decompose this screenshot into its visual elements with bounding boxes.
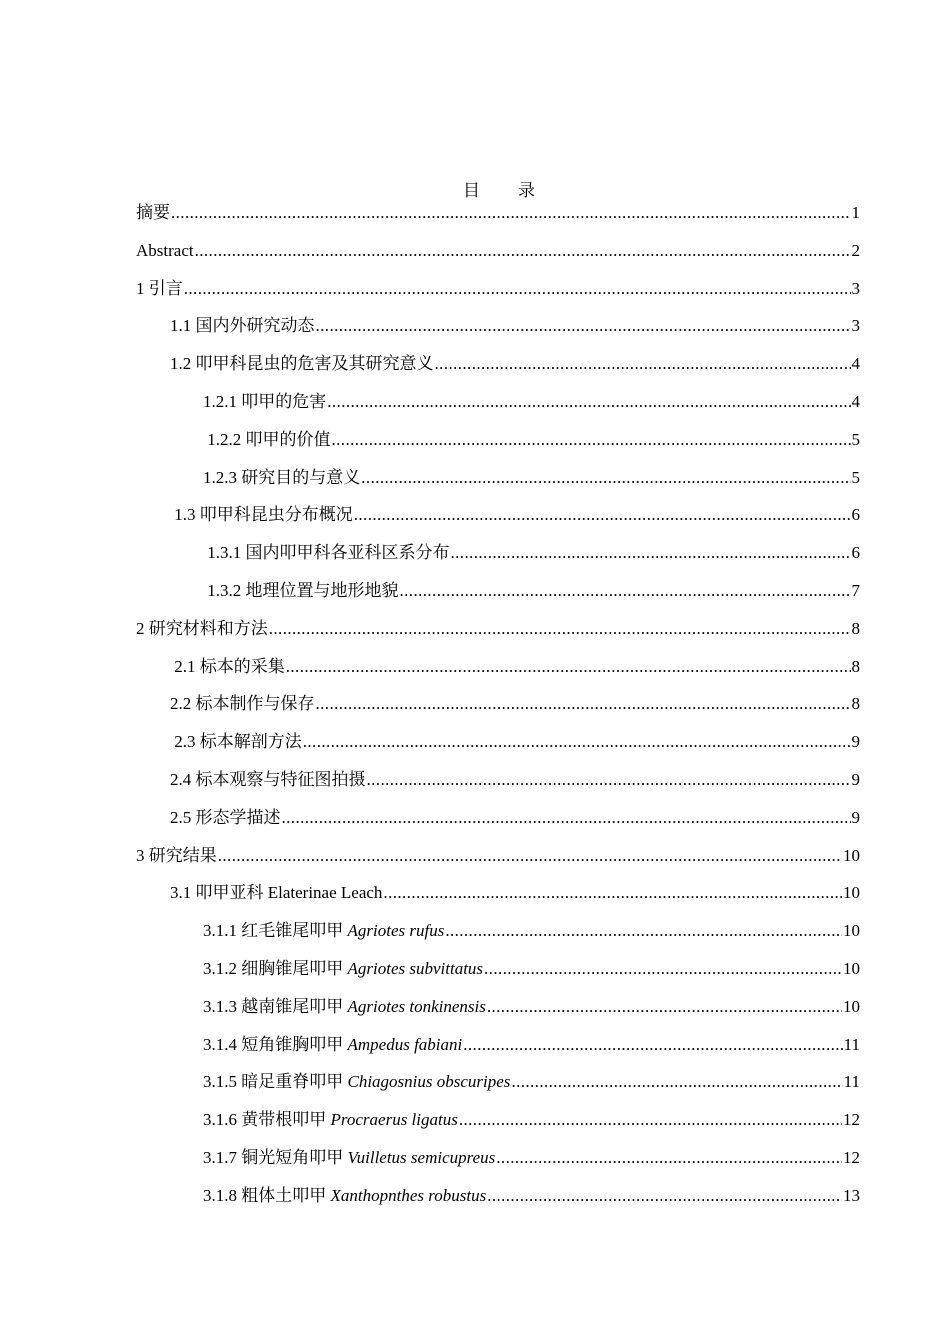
- toc-entry-label: [203, 1145, 495, 1171]
- toc-entry[interactable]: [136, 805, 860, 843]
- toc-dot-leader: [316, 691, 851, 717]
- toc-entry-label: [203, 1107, 458, 1133]
- toc-entry-text: 2.4 标本观察与特征图拍摄: [170, 769, 366, 789]
- toc-title: [0, 176, 950, 201]
- toc-entry-text: 3.1 叩甲亚科 Elaterinae Leach: [170, 883, 383, 903]
- toc-entry-label: [203, 465, 360, 491]
- toc-entry-text: 1.2.2 叩甲的价值: [203, 429, 331, 449]
- toc-entry-page-number: 6: [851, 505, 860, 525]
- toc-entry-label: [170, 654, 285, 680]
- toc-entry[interactable]: [136, 238, 860, 276]
- toc-entry[interactable]: [136, 351, 860, 389]
- toc-dot-leader: [303, 729, 851, 755]
- toc-entry-text: 1 引言: [136, 278, 183, 298]
- toc-entry[interactable]: [136, 994, 860, 1032]
- toc-entry-label: [203, 956, 483, 982]
- toc-entry-page-number: 9: [851, 732, 860, 752]
- toc-entry-text: 1.2 叩甲科昆虫的危害及其研究意义: [170, 354, 434, 374]
- toc-entry-page-number: 9: [851, 807, 860, 827]
- toc-entry[interactable]: [136, 313, 860, 351]
- toc-entry-label: [136, 843, 217, 869]
- toc-entry[interactable]: [136, 540, 860, 578]
- toc-entry[interactable]: [136, 1107, 860, 1145]
- toc-entry-label: [203, 540, 450, 566]
- toc-entry-species-name: Xanthopnthes robustus: [330, 1185, 487, 1205]
- toc-entry-page-number: 10: [843, 883, 860, 903]
- toc-dot-leader: [487, 994, 842, 1020]
- toc-entry-species-name: Agriotes tonkinensis: [347, 996, 486, 1016]
- toc-dot-leader: [496, 1145, 842, 1171]
- toc-entry-page-number: 10: [843, 845, 860, 865]
- toc-entry[interactable]: [136, 502, 860, 540]
- toc-entry-species-name: Agriotes subvittatus: [347, 958, 484, 978]
- toc-entry-label: [203, 1032, 462, 1058]
- toc-entry-page-number: 11: [843, 1072, 860, 1092]
- toc-entry-page-number: 9: [851, 769, 860, 789]
- toc-entry-page-number: 8: [851, 618, 860, 638]
- toc-entry-text: 3.1.6 黄带根叩甲: [203, 1110, 331, 1130]
- toc-entry-text: 2.2 标本制作与保存: [170, 694, 315, 714]
- toc-entry[interactable]: [136, 843, 860, 881]
- toc-entry-label: [136, 200, 170, 226]
- table-of-contents: [136, 200, 860, 1221]
- toc-dot-leader: [445, 918, 842, 944]
- toc-dot-leader: [184, 276, 851, 302]
- toc-entry-label: [170, 880, 382, 906]
- toc-entry-label: [170, 691, 315, 717]
- toc-entry-page-number: 4: [851, 391, 860, 411]
- toc-entry-page-number: 8: [851, 694, 860, 714]
- toc-entry-page-number: 6: [851, 543, 860, 563]
- toc-dot-leader: [511, 1069, 842, 1095]
- toc-entry[interactable]: [136, 276, 860, 314]
- toc-title-left: 目: [463, 181, 480, 200]
- toc-entry-text: 2 研究材料和方法: [136, 618, 268, 638]
- toc-entry-label: [170, 351, 434, 377]
- toc-entry-species-name: Vuilletus semicupreus: [347, 1147, 496, 1167]
- toc-entry-page-number: 7: [851, 580, 860, 600]
- toc-entry-text: 1.3.1 国内叩甲科各亚科区系分布: [203, 543, 450, 563]
- toc-entry-text: 3.1.3 越南锥尾叩甲: [203, 996, 348, 1016]
- toc-entry-text: 3.1.5 暗足重脊叩甲: [203, 1072, 348, 1092]
- toc-entry-page-number: 4: [851, 354, 860, 374]
- toc-dot-leader: [218, 843, 842, 869]
- toc-entry-text: 1.2.1 叩甲的危害: [203, 391, 327, 411]
- toc-entry-label: [203, 918, 444, 944]
- toc-dot-leader: [463, 1032, 842, 1058]
- toc-entry-text: 1.2.3 研究目的与意义: [203, 467, 361, 487]
- toc-entry[interactable]: [136, 389, 860, 427]
- toc-entry-text: 3.1.8 粗体土叩甲: [203, 1185, 331, 1205]
- toc-title-right: 录: [518, 181, 535, 200]
- toc-entry-label: [170, 767, 366, 793]
- toc-entry-text: 1.3.2 地理位置与地形地貌: [203, 580, 399, 600]
- toc-dot-leader: [435, 351, 851, 377]
- toc-entry-label: [203, 427, 331, 453]
- toc-dot-leader: [361, 465, 850, 491]
- toc-entry[interactable]: [136, 1069, 860, 1107]
- toc-entry[interactable]: [136, 1145, 860, 1183]
- toc-entry-page-number: 2: [851, 240, 860, 260]
- toc-entry-page-number: 12: [843, 1147, 860, 1167]
- toc-entry-label: [170, 729, 302, 755]
- toc-entry[interactable]: [136, 1183, 860, 1221]
- toc-entry-page-number: 10: [843, 921, 860, 941]
- toc-dot-leader: [332, 427, 851, 453]
- toc-dot-leader: [383, 880, 842, 906]
- toc-entry-species-name: Procraerus ligatus: [330, 1110, 458, 1130]
- toc-dot-leader: [286, 654, 851, 680]
- toc-entry[interactable]: [136, 729, 860, 767]
- toc-entry-label: [136, 276, 183, 302]
- toc-entry-label: [170, 502, 353, 528]
- toc-entry[interactable]: [136, 956, 860, 994]
- toc-entry-label: [170, 313, 315, 339]
- toc-entry-label: [136, 238, 194, 264]
- toc-dot-leader: [484, 956, 842, 982]
- toc-entry-text: 3.1.1 红毛锥尾叩甲: [203, 921, 348, 941]
- toc-dot-leader: [269, 616, 851, 642]
- toc-entry-text: 2.3 标本解剖方法: [170, 732, 302, 752]
- toc-entry-text: 3.1.4 短角锥胸叩甲: [203, 1034, 348, 1054]
- toc-entry-page-number: 8: [851, 656, 860, 676]
- toc-entry-label: [203, 994, 486, 1020]
- toc-entry[interactable]: [136, 691, 860, 729]
- toc-dot-leader: [459, 1107, 842, 1133]
- toc-dot-leader: [487, 1183, 842, 1209]
- toc-entry-label: [203, 578, 399, 604]
- toc-dot-leader: [316, 313, 851, 339]
- toc-entry-page-number: 10: [843, 996, 860, 1016]
- toc-entry[interactable]: [136, 1032, 860, 1070]
- toc-entry-species-name: Chiagosnius obscuripes: [347, 1072, 511, 1092]
- toc-entry-text: Abstract: [136, 240, 194, 260]
- toc-entry-label: [170, 805, 281, 831]
- toc-entry[interactable]: [136, 767, 860, 805]
- toc-entry[interactable]: [136, 427, 860, 465]
- toc-entry-text: 2.1 标本的采集: [170, 656, 285, 676]
- toc-entry-page-number: 13: [843, 1185, 860, 1205]
- toc-dot-leader: [451, 540, 851, 566]
- toc-entry-text: 3 研究结果: [136, 845, 217, 865]
- toc-entry-text: 3.1.2 细胸锥尾叩甲: [203, 958, 348, 978]
- toc-entry-page-number: 1: [851, 203, 860, 222]
- toc-entry-label: [136, 616, 268, 642]
- toc-entry-text: 2.5 形态学描述: [170, 807, 281, 827]
- toc-entry-page-number: 3: [851, 278, 860, 298]
- toc-dot-leader: [195, 238, 851, 264]
- toc-entry[interactable]: [136, 880, 860, 918]
- toc-entry-page-number: 5: [851, 467, 860, 487]
- toc-entry-text: 摘要: [136, 203, 170, 222]
- toc-entry[interactable]: [136, 654, 860, 692]
- toc-entry-page-number: 5: [851, 429, 860, 449]
- toc-dot-leader: [171, 200, 851, 226]
- toc-entry-label: [203, 1069, 510, 1095]
- toc-entry-text: 3.1.7 铜光短角叩甲: [203, 1147, 348, 1167]
- toc-entry[interactable]: [136, 578, 860, 616]
- toc-entry-species-name: Agriotes rufus: [347, 921, 445, 941]
- toc-entry-species-name: Ampedus fabiani: [347, 1034, 463, 1054]
- toc-entry[interactable]: [136, 918, 860, 956]
- toc-entry[interactable]: [136, 616, 860, 654]
- toc-entry-page-number: 3: [851, 316, 860, 336]
- toc-entry[interactable]: [136, 200, 860, 238]
- toc-entry-page-number: 11: [843, 1034, 860, 1054]
- toc-dot-leader: [282, 805, 851, 831]
- toc-dot-leader: [327, 389, 850, 415]
- toc-entry-page-number: 12: [843, 1110, 860, 1130]
- toc-dot-leader: [367, 767, 851, 793]
- toc-entry-text: 1.1 国内外研究动态: [170, 316, 315, 336]
- toc-entry-label: [203, 1183, 486, 1209]
- toc-dot-leader: [354, 502, 851, 528]
- toc-entry-label: [203, 389, 326, 415]
- toc-entry-text: 1.3 叩甲科昆虫分布概况: [170, 505, 353, 525]
- toc-entry[interactable]: [136, 465, 860, 503]
- toc-dot-leader: [400, 578, 851, 604]
- toc-entry-page-number: 10: [843, 958, 860, 978]
